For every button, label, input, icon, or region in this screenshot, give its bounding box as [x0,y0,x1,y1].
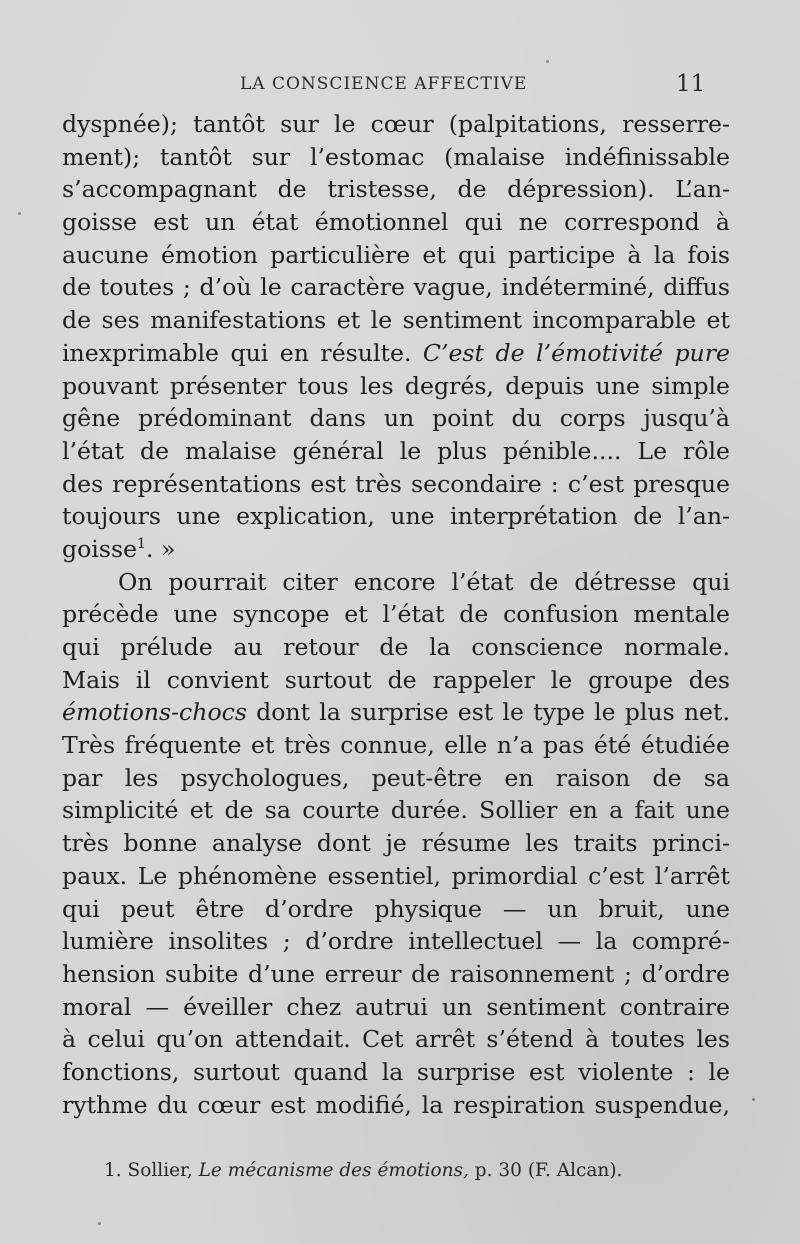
text-line: Mais il convient surtout de rappeler le groupe des [62,665,730,694]
text-line: par les psychologues, peut-être en raison de sa [62,763,730,792]
footnote [104,1160,724,1181]
text-line: simplicité et de sa courte durée. Sollier en a fait une [62,796,730,825]
paper-speck [752,1098,755,1101]
text-line: goisse$^1$. » [62,534,176,563]
text-line: gêne prédominant dans un point du corps jusqu’à [62,404,730,433]
text-line: l’état de malaise général le plus pénible.... Le rôle [62,436,730,465]
paper-speck [546,60,549,63]
text-line: qui peut être d’ordre physique — un bruit, une [62,894,730,923]
text-line: émotions-chocs dont la surprise est le type le plus net. [62,698,730,727]
text-line: toujours une explication, une interprétation de l’an- [62,502,730,531]
text-line: qui prélude au retour de la conscience normale. [62,633,730,661]
italic-phrase: émotions-chocs [62,698,247,727]
body-text [62,108,730,1121]
running-title: LA CONSCIENCE AFFECTIVE [240,74,528,94]
text-line: des représentations est très secondaire : c’est presque [62,469,730,498]
text-line: moral — éveiller chez autrui un sentiment contraire [62,992,730,1021]
text-line: aucune émotion particulière et qui participe à la fois [62,240,730,269]
text-line: paux. Le phénomène essentiel, primordial c’est l’arrêt [62,861,730,890]
footnote-citation: p. 30 (F. Alcan). [474,1160,623,1181]
text-line: hension subite d’une erreur de raisonnement ; d’ordre [62,959,730,988]
text-line: fonctions, surtout quand la surprise est violente : le [62,1057,730,1086]
text-line: à celui qu’on attendait. Cet arrêt s’étend à toutes les [62,1025,730,1054]
paper-speck [98,1222,101,1225]
running-head [0,71,800,100]
text-line: lumière insolites ; d’ordre intellectuel — la compré- [62,927,730,956]
italic-phrase: C’est de l’émotivité pure [422,338,730,367]
text-line: pouvant présenter tous les degrés, depuis une simple [62,371,730,400]
footnote-title: Le mécanisme des émotions, [198,1160,469,1181]
paper-speck [18,212,21,215]
text-line: inexprimable qui en résulte. C’est de l’émotivité pure [62,338,730,367]
text-line: très bonne analyse dont je résume les traits princi- [62,829,730,858]
page-number: 11 [676,71,706,97]
footnote-number: 1. [104,1160,122,1181]
footnote-author: Sollier, [127,1160,193,1181]
text-line: s’accompagnant de tristesse, de dépression). L’an- [62,175,730,204]
footnote-reference: 1 [137,535,146,552]
text-line: rythme du cœur est modifié, la respiration suspendue, [62,1090,730,1119]
text-line: dyspnée); tantôt sur le cœur (palpitations, resserre- [62,110,730,138]
text-line: goisse est un état émotionnel qui ne correspond à [62,208,730,237]
text-line: précède une syncope et l’état de confusion mentale [62,600,730,629]
text-line: de toutes ; d’où le caractère vague, indéterminé, diffus [62,273,730,302]
text-line: ment); tantôt sur l’estomac (malaise indéfinissable [62,142,730,171]
text-line: Très fréquente et très connue, elle n’a pas été étudiée [62,731,730,760]
paragraph-first-line: On pourrait citer encore l’état de détresse qui [118,567,730,596]
text-line: de ses manifestations et le sentiment incomparable et [62,306,730,335]
